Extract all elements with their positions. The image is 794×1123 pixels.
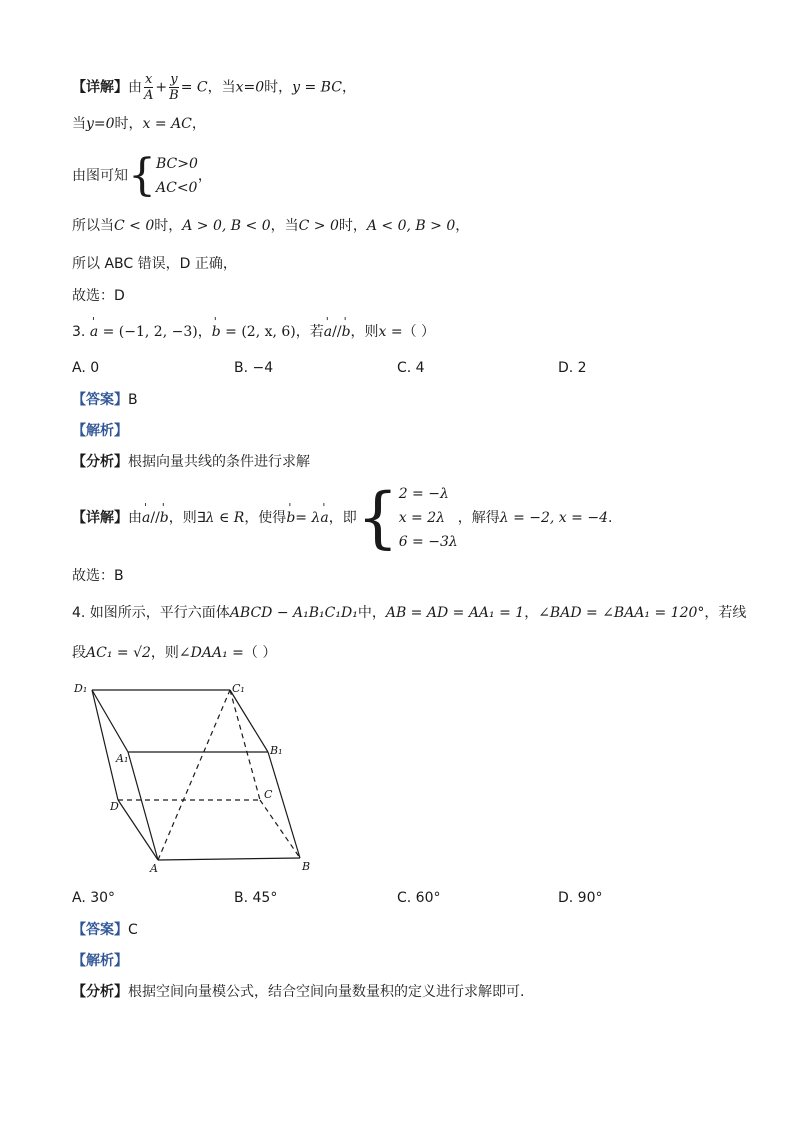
edge-c-b [260,800,300,858]
label-d: D [110,800,119,813]
q4-answer: 【答案】C [72,922,138,938]
diagonal-a-c1 [158,690,230,860]
q3-reasoning: 【分析】根据向量共线的条件进行求解 [72,454,310,470]
q4-option-b: B. 45° [234,890,278,906]
q2-detail-line-2: 当y=0时，x = AC， [72,116,206,132]
edge-b1-b [268,752,300,858]
q4-stem-line-1: 4. 如图所示，平行六面体ABCD − A₁B₁C₁D₁中，AB = AD = AA₁ = 1，∠BAD = ∠BAA₁ = 120°，若线 [72,605,747,621]
q3-option-c: C. 4 [397,360,425,376]
q3-option-d: D. 2 [558,360,587,376]
fraction-x-over-a: $\frac{x}{A}$ [144,72,154,103]
parallelepiped-figure [70,678,330,878]
q4-stem-line-2: 段AC₁ = √2，则∠DAA₁ =（ ） [72,645,277,661]
q4-option-a: A. 30° [72,890,116,906]
q3-choose-line: 故选：B [72,568,124,584]
q3-stem: 3. ' a = (−1, 2, −3)，' b = (2, x, 6)，若' a//' b，则x =（ ） [72,322,435,342]
q3-answer: 【答案】B [72,392,138,408]
q3-analysis-heading: 【解析】 [72,423,128,439]
edge-c1-c [230,690,260,800]
edge-d1-d [92,690,118,800]
system-of-equations: { 2 = −λ x = 2λ 6 = −3λ [356,479,458,556]
detail-tag: 【详解】 [72,79,128,96]
label-b: B [302,860,311,873]
q2-detail-line-3: 由图可知 { BC>0 AC<0 ， [72,150,212,201]
q2-detail-line-5: 所以 ABC 错误，D 正确， [72,256,237,272]
q4-reasoning: 【分析】根据空间向量模公式，结合空间向量数量积的定义进行求解即可. [72,984,525,1000]
q2-choose-line: 故选：D [72,288,125,304]
edge-d1-a1 [92,690,128,752]
edge-a-b [158,858,300,860]
fraction-y-over-b: $\frac{y}{B}$ [169,72,179,103]
q3-detail: 【详解】由' a//' b，则∃λ ∈ R，使得' b= λ' a，即 { 2 = −λ x = 2λ 6 = −3λ ，解得λ = −2, x = −4. [72,482,612,554]
edge-d-a [118,800,158,860]
label-c1: C₁ [232,682,245,695]
q2-detail-line-1: 【详解】由 $\frac{x}{A}$ + $\frac{y}{B}$ = C，当x=0时，y = BC， [72,72,356,103]
q3-option-b: B. −4 [234,360,274,376]
system-of-inequalities: { BC>0 AC<0 [128,150,198,201]
label-b1: B₁ [270,744,283,757]
label-a: A [150,862,158,875]
q4-option-c: C. 60° [397,890,441,906]
label-a1: A₁ [116,752,129,765]
edge-a1-a [128,752,158,860]
q4-option-d: D. 90° [558,890,603,906]
q4-analysis-heading: 【解析】 [72,953,128,969]
edge-c1-b1 [230,690,268,752]
q2-detail-line-4: 所以当C < 0时，A > 0, B < 0，当C > 0时，A < 0, B > 0， [72,218,470,234]
label-c: C [264,788,273,801]
q3-option-a: A. 0 [72,360,100,376]
label-d1: D₁ [74,682,88,695]
